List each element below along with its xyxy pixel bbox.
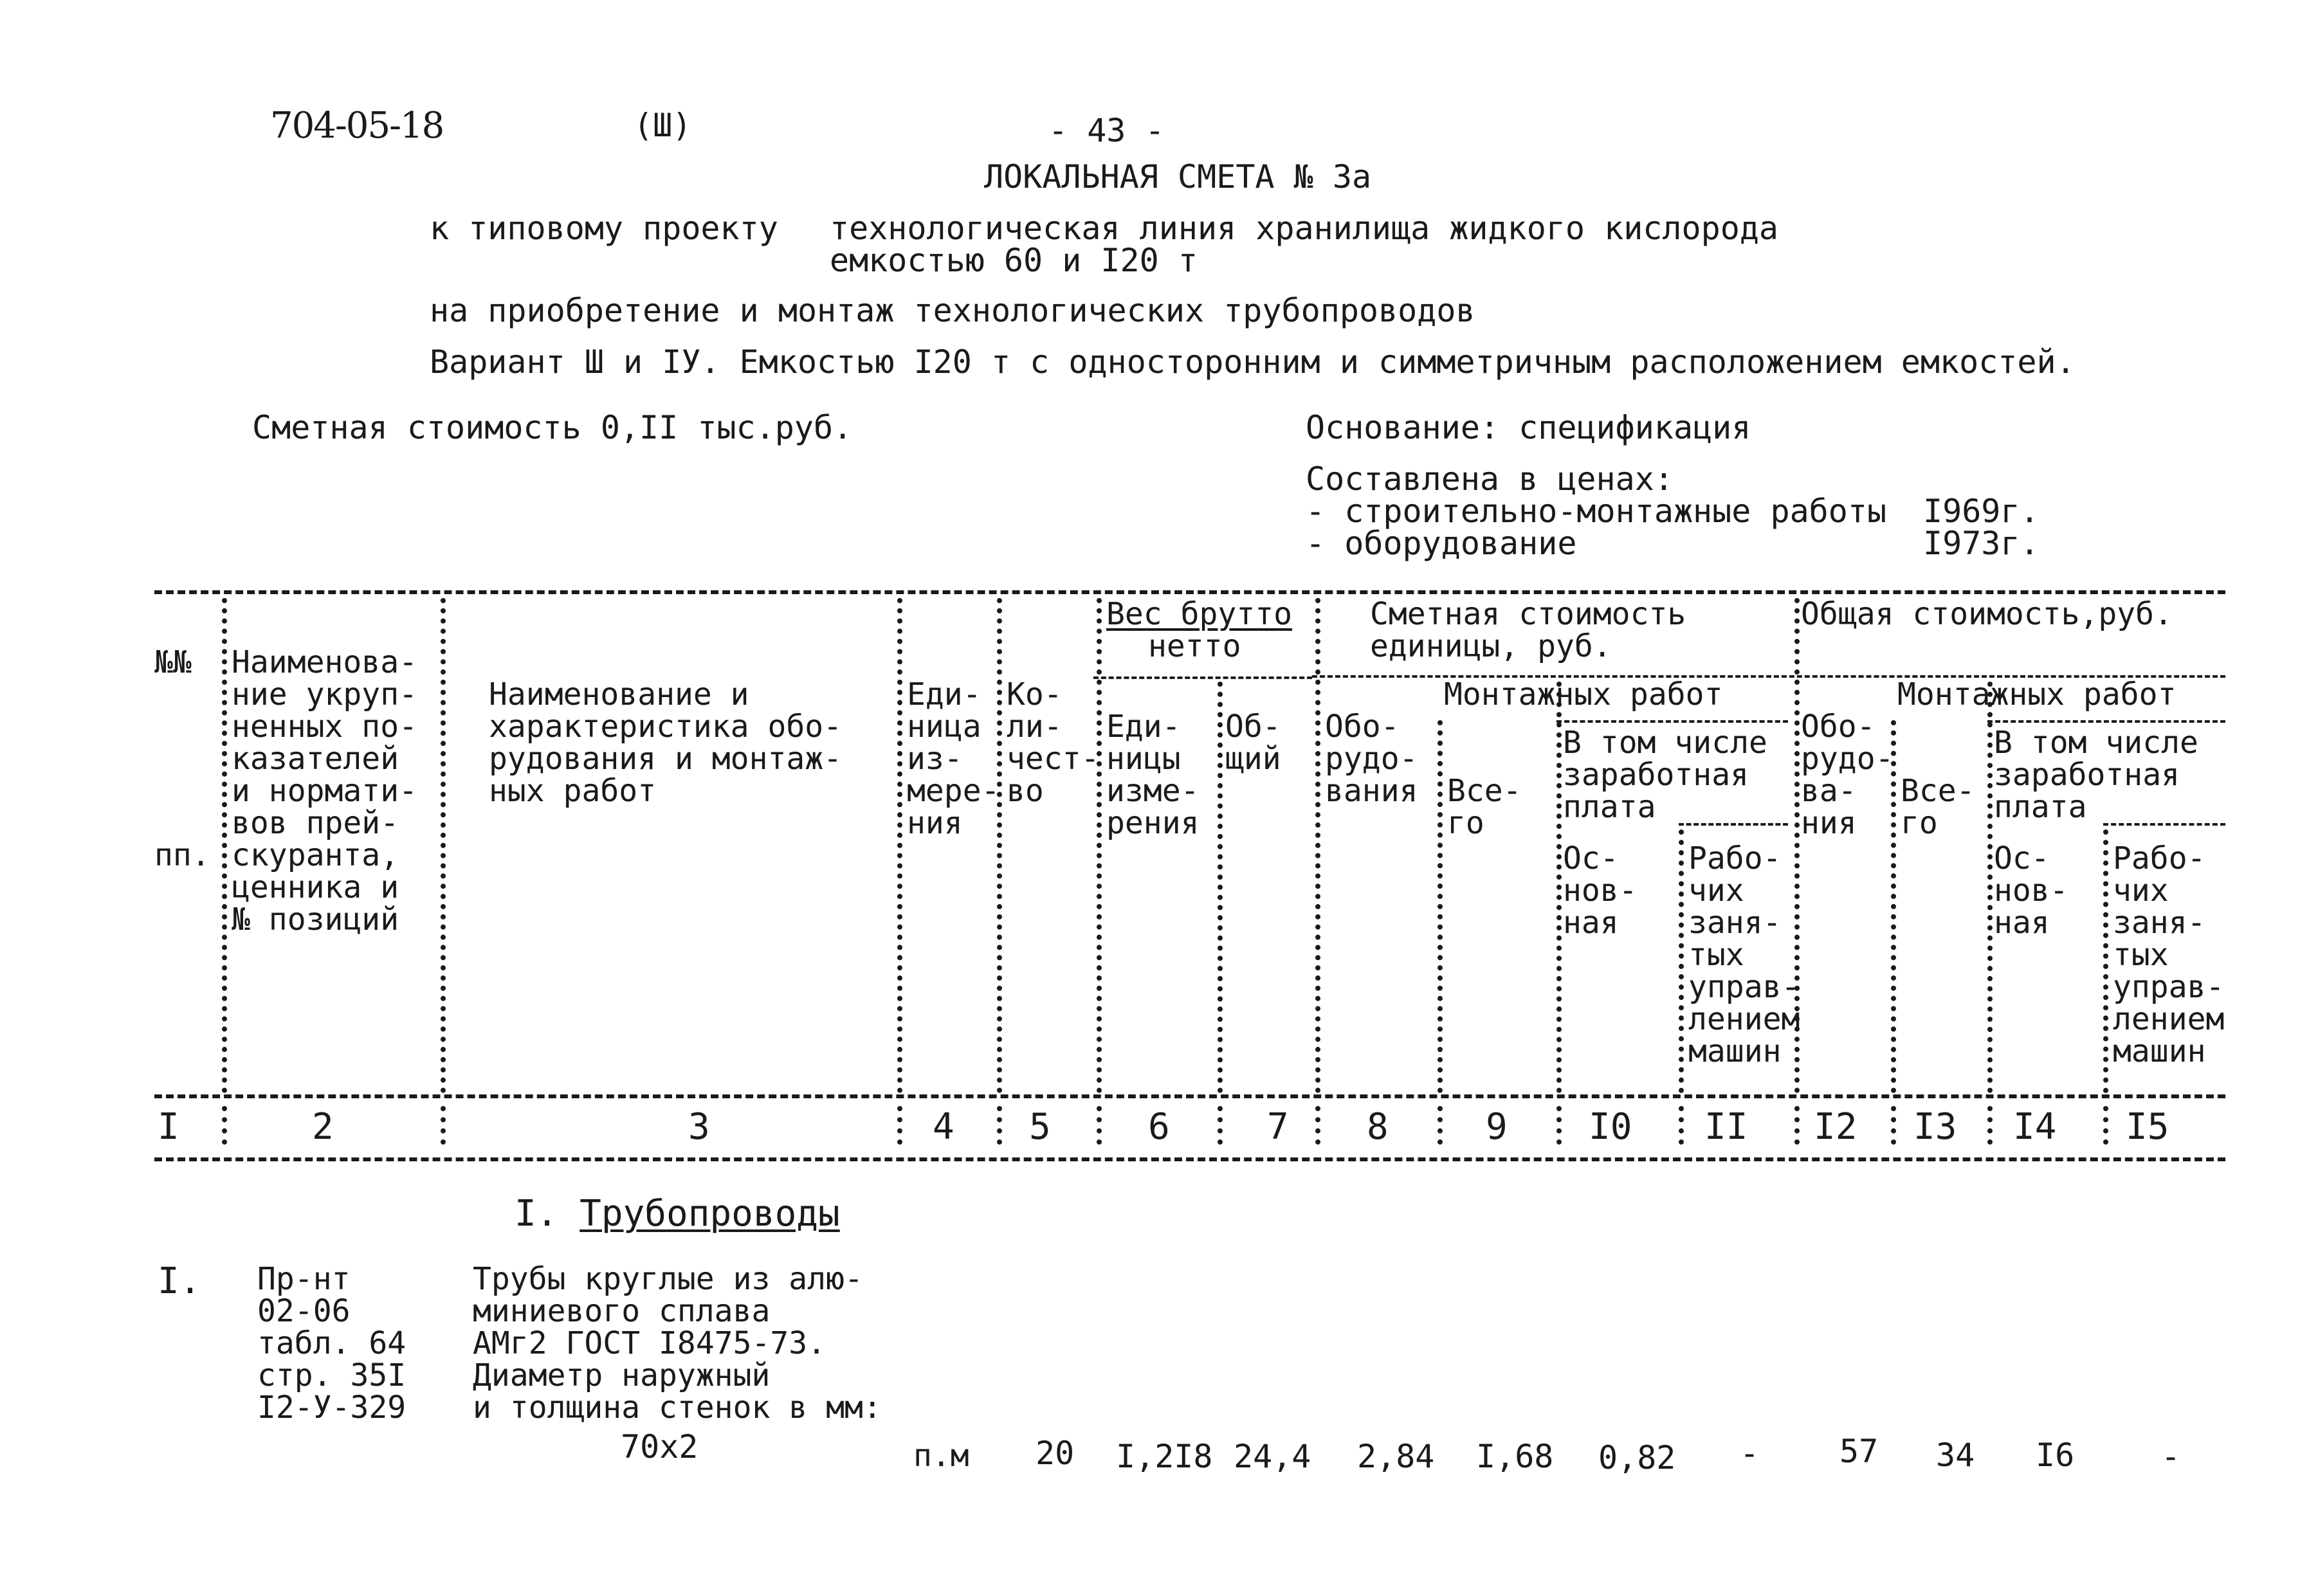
row-1-quantity: 20 [1036,1435,1075,1472]
column-number-5: 5 [1029,1106,1051,1148]
row-1-number: I. [158,1260,201,1302]
prices-construction: - строительно-монтажные работы [1306,493,1887,530]
col-sep-8 [1437,720,1443,1093]
col-sep-5 [1097,598,1102,1093]
header-bottom-rule [154,1094,2225,1098]
row-1-weight-total: 24,4 [1234,1438,1311,1475]
row-1-reference-1: Пр-нт [257,1261,351,1297]
column-numbers-rule [154,1157,2225,1161]
subheader-rule-wage-a [1679,823,1788,826]
num-sep-1 [222,1106,227,1145]
col-sep-1 [222,598,227,1093]
column-number-15: I5 [2126,1106,2169,1148]
header-group-weight: Вес брутто [1106,596,1292,632]
purpose-line: на приобретение и монтаж технологических трубопроводов [430,292,1475,329]
row-1-reference-2: 02-06 [257,1293,351,1329]
subheader-rule-mount-a [1556,720,1788,723]
header-col-wage-basic-total: Ос- нов- ная [1994,840,2068,941]
column-number-1: I [158,1106,179,1148]
row-1-wage-machine-unit: - [1740,1435,1760,1472]
page-number: - 43 - [1048,112,1165,149]
col-sep-2 [441,598,446,1093]
column-number-8: 8 [1367,1106,1389,1148]
prices-equipment-year: I973г. [1923,525,2040,562]
header-group-weight-net: нетто [1148,628,1241,664]
header-col-wage-machine-unit: Рабо- чих заня- тых управ- лением машин [1688,840,1800,1069]
section-title: I. Трубопроводы [515,1193,840,1235]
row-1-weight-unit: I,2I8 [1116,1438,1213,1475]
header-group-unit-cost-2: единицы, руб. [1370,628,1612,664]
project-line-1: технологическая линия хранилища жидкого кислорода [830,210,1779,247]
num-sep-4 [997,1106,1002,1145]
row-1-wage-basic-total: I6 [2036,1437,2075,1474]
num-sep-2 [441,1106,446,1145]
header-group-wage-b: В том числе заработная плата [1994,725,2198,825]
project-line-2: емкостью 60 и I20 т [830,242,1198,279]
num-sep-14 [2103,1106,2108,1145]
row-1-unit: п.м [913,1438,969,1474]
header-col-mount-total: Все- го [1901,773,1975,841]
prices-equipment: - оборудование [1306,525,1577,562]
column-number-10: I0 [1589,1106,1632,1148]
col-sep-14 [2103,830,2108,1093]
header-col-weight-unit: Еди- ницы изме- рения [1106,709,1200,841]
subheader-rule-weight [1093,676,1312,679]
column-number-9: 9 [1486,1106,1508,1148]
row-1-reference-4: стр. 35I [257,1357,406,1393]
column-number-12: I2 [1814,1106,1857,1148]
row-1-description-5: и толщина стенок в мм: [473,1390,882,1426]
header-col-unit: Еди- ница из- мере- ния [907,676,1000,841]
row-1-description-3: АМг2 ГОСТ I8475-73. [473,1325,826,1361]
header-col-number: №№ пп. [154,644,210,873]
row-1-mount-total: 34 [1936,1437,1975,1474]
col-sep-7 [1315,598,1320,1093]
column-number-14: I4 [2013,1106,2057,1148]
row-1-equipment-unit: 2,84 [1357,1438,1435,1475]
row-1-reference-3: табл. 64 [257,1325,406,1361]
row-1-description-4: Диаметр наружный [473,1357,771,1393]
num-sep-6 [1218,1106,1223,1145]
header-group-total-cost: Общая стоимость,руб. [1801,596,2173,632]
column-number-6: 6 [1148,1106,1170,1148]
header-col-quantity: Ко- ли- чест- во [1007,676,1100,809]
column-number-3: 3 [688,1106,710,1148]
project-label: к типовому проекту [430,210,778,247]
row-1-equipment-total: 57 [1839,1433,1879,1470]
column-number-2: 2 [312,1106,334,1148]
row-1-reference-5: I2-У-329 [257,1390,406,1426]
subheader-rule-mount-b [1987,720,2225,723]
column-number-11: II [1704,1106,1748,1148]
row-1-description-2: миниевого сплава [473,1293,771,1329]
header-group-unit-cost: Сметная стоимость [1370,596,1686,632]
table-top-rule [154,590,2225,594]
header-group-wage-a: В том числе заработная плата [1563,725,1767,825]
subheader-rule-wage-b [2103,823,2225,826]
row-1-wage-machine-total: - [2161,1438,2181,1475]
header-col-mount-total-unit: Все- го [1447,773,1522,841]
header-col-reference: Наименова- ние укруп- ненных по- казателей и нормати- вов прей- скуранта, ценника и № позиций [232,644,417,938]
num-sep-13 [1987,1106,1993,1145]
header-col-wage-basic-unit: Ос- нов- ная [1563,840,1638,941]
volume-label: (Ш) [634,107,692,144]
num-sep-11 [1794,1106,1800,1145]
document-title: ЛОКАЛЬНАЯ СМЕТА № 3а [984,158,1372,195]
header-col-equipment-unit: Обо- рудо- вания [1325,709,1418,809]
variant-line: Вариант Ш и IУ. Емкостью I20 т с односторонним и симметричным расположением емкостей. [430,343,2076,381]
prices-construction-year: I969г. [1923,493,2040,530]
header-col-equipment-total: Обо- рудо- ва- ния [1801,709,1894,841]
column-number-4: 4 [933,1106,954,1148]
column-number-7: 7 [1267,1106,1289,1148]
num-sep-3 [897,1106,902,1145]
header-col-weight-total: Об- щий [1225,709,1281,777]
document-code: 704-05-18 [270,105,444,147]
prices-title: Составлена в ценах: [1306,460,1674,498]
column-number-13: I3 [1913,1106,1957,1148]
col-sep-6 [1218,682,1223,1093]
header-group-mount-a: Монтажных работ [1444,676,1723,712]
num-sep-9 [1556,1106,1562,1145]
row-1-wage-basic-unit: 0,82 [1598,1439,1676,1476]
col-sep-13 [1987,682,1993,1093]
row-1-mount-total-unit: I,68 [1476,1438,1554,1475]
num-sep-10 [1679,1106,1684,1145]
num-sep-8 [1437,1106,1443,1145]
num-sep-7 [1315,1106,1320,1145]
row-1-size: 70х2 [621,1428,698,1465]
col-sep-4 [997,598,1002,1093]
col-sep-3 [897,598,902,1093]
basis-line: Основание: спецификация [1306,409,1751,446]
num-sep-5 [1097,1106,1102,1145]
header-col-description: Наименование и характеристика обо- рудования и монтаж- ных работ [489,676,843,809]
num-sep-12 [1891,1106,1896,1145]
col-sep-10 [1679,830,1684,1093]
row-1-description-1: Трубы круглые из алю- [473,1261,863,1297]
estimated-cost: Сметная стоимость 0,II тыс.руб. [252,409,853,446]
col-sep-9 [1556,682,1562,1093]
header-col-wage-machine-total: Рабо- чих заня- тых управ- лением машин [2113,840,2225,1069]
header-group-mount-b: Монтажных работ [1897,676,2177,712]
